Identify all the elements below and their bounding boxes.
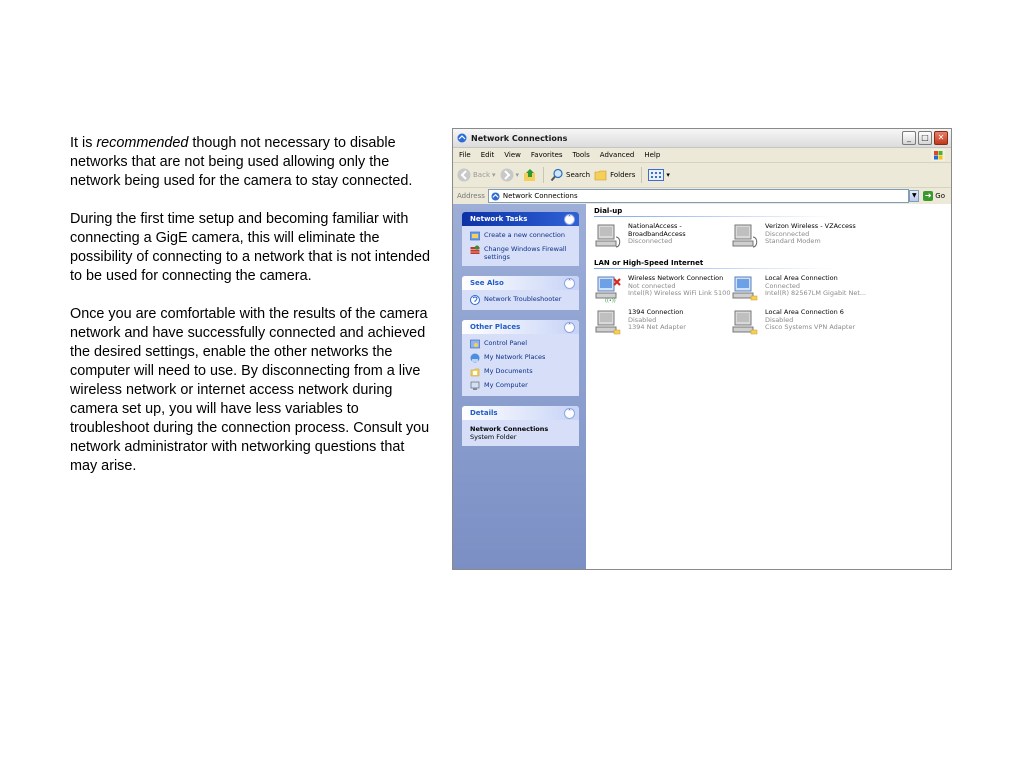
details-header[interactable] bbox=[462, 406, 579, 420]
firewall-icon bbox=[470, 245, 480, 255]
my-network-places-label: My Network Places bbox=[484, 353, 546, 361]
network-connections-window bbox=[452, 128, 952, 570]
connection-item[interactable] bbox=[731, 223, 891, 251]
title-bar[interactable] bbox=[453, 129, 951, 148]
other-places-panel bbox=[462, 320, 579, 396]
details-name: Network Connections bbox=[470, 425, 549, 433]
network-connections-icon bbox=[491, 192, 500, 201]
connection-status: Disconnected bbox=[628, 237, 673, 245]
address-bar bbox=[453, 188, 951, 205]
lan-connection-disabled-icon bbox=[731, 309, 761, 337]
connection-item[interactable] bbox=[594, 223, 731, 251]
menu-file[interactable]: File bbox=[459, 151, 471, 159]
up-folder-button[interactable] bbox=[523, 168, 537, 182]
address-label: Address bbox=[457, 192, 485, 200]
close-button[interactable]: ✕ bbox=[934, 131, 948, 145]
control-panel-label: Control Panel bbox=[484, 339, 528, 347]
dialup-connection-icon bbox=[594, 223, 624, 251]
address-dropdown-button[interactable]: ▼ bbox=[909, 190, 919, 202]
connection-item[interactable] bbox=[594, 309, 731, 337]
paragraph-2: During the first time setup and becoming familiar with connecting a GigE camera, this will eliminate the possibility of connecting to a network that is not intended to be used for connecting the camera. bbox=[70, 211, 430, 284]
back-button[interactable] bbox=[457, 168, 496, 182]
group-header-dialup: Dial-up bbox=[594, 207, 951, 217]
my-computer-link[interactable] bbox=[470, 381, 573, 391]
folders-icon bbox=[594, 168, 608, 182]
toolbar bbox=[453, 163, 951, 188]
help-icon bbox=[470, 295, 480, 305]
change-firewall-settings-link[interactable] bbox=[470, 245, 573, 261]
connection-name: Wireless Network Connection bbox=[628, 274, 724, 282]
task-pane bbox=[453, 204, 586, 569]
my-computer-label: My Computer bbox=[484, 381, 528, 389]
connection-item[interactable] bbox=[594, 275, 731, 303]
chevron-down-icon: ▾ bbox=[666, 171, 670, 179]
my-network-places-link[interactable] bbox=[470, 353, 573, 363]
menu-edit[interactable]: Edit bbox=[480, 151, 495, 159]
maximize-button[interactable]: □ bbox=[918, 131, 932, 145]
my-documents-label: My Documents bbox=[484, 367, 533, 375]
new-connection-icon bbox=[470, 231, 480, 241]
lan-grid bbox=[594, 275, 951, 337]
connection-name: Local Area Connection 6 bbox=[765, 308, 844, 316]
forward-button[interactable] bbox=[500, 168, 520, 182]
search-button[interactable] bbox=[550, 168, 590, 182]
dialup-connection-icon bbox=[731, 223, 761, 251]
connection-device: Cisco Systems VPN Adapter bbox=[765, 323, 856, 331]
search-label: Search bbox=[566, 171, 591, 179]
chevron-down-icon: ▾ bbox=[515, 171, 520, 179]
lan-connection-icon bbox=[731, 275, 761, 303]
minimize-button[interactable]: _ bbox=[902, 131, 916, 145]
menu-view[interactable]: View bbox=[504, 151, 521, 159]
other-places-title: Other Places bbox=[470, 323, 521, 331]
address-value: Network Connections bbox=[502, 192, 578, 200]
back-arrow-icon bbox=[457, 168, 471, 182]
connection-status: Disabled bbox=[765, 315, 794, 324]
network-tasks-panel bbox=[462, 212, 579, 266]
up-folder-icon bbox=[523, 168, 537, 182]
network-troubleshooter-label: Network Troubleshooter bbox=[484, 295, 562, 303]
slide-text bbox=[70, 134, 432, 495]
network-tasks-title: Network Tasks bbox=[470, 215, 528, 223]
collapse-icon[interactable]: ˄ bbox=[564, 278, 575, 289]
see-also-title: See Also bbox=[470, 279, 504, 287]
connection-name: Verizon Wireless - VZAccess bbox=[765, 222, 856, 230]
create-new-connection-link[interactable] bbox=[470, 231, 573, 241]
connection-device: Intel(R) 82567LM Gigabit Net... bbox=[765, 289, 867, 297]
menu-help[interactable]: Help bbox=[644, 151, 661, 159]
folders-label: Folders bbox=[610, 171, 636, 179]
group-header-lan: LAN or High-Speed Internet bbox=[594, 259, 951, 269]
details-title: Details bbox=[470, 409, 498, 417]
my-documents-link[interactable] bbox=[470, 367, 573, 377]
my-computer-icon bbox=[470, 381, 480, 391]
address-input[interactable] bbox=[488, 189, 909, 203]
dialup-grid bbox=[594, 223, 951, 251]
connection-item[interactable] bbox=[731, 309, 891, 337]
connection-status: Connected bbox=[765, 281, 801, 290]
connection-device: Standard Modem bbox=[765, 237, 821, 245]
window-title: Network Connections bbox=[471, 133, 568, 143]
network-places-icon bbox=[470, 353, 480, 363]
connections-view bbox=[586, 204, 951, 569]
paragraph-3: Once you are comfortable with the results of the camera network and have successfully connected and achieved the desired settings, enable the other networks the computer will need to use. By disconnecting from a live wireless network or internet access network during camera set up, you will have less variables to troubleshoot during the connection process. Consult you network administrator with networking questions that may arise. bbox=[70, 306, 430, 474]
go-button[interactable] bbox=[923, 191, 945, 201]
views-icon bbox=[648, 169, 664, 181]
lan-connection-disabled-icon bbox=[594, 309, 624, 337]
p1-before: It is bbox=[70, 135, 97, 151]
p1-after: though not necessary to disable networks that are not being used allowing only the network being used for the camera to stay connected. bbox=[70, 135, 413, 189]
connection-status: Disabled bbox=[628, 315, 657, 324]
connection-status: Not connected bbox=[628, 281, 676, 290]
svg-text:((•)): ((•)) bbox=[605, 298, 616, 303]
connection-device: Intel(R) Wireless WiFi Link 5100 bbox=[628, 289, 731, 297]
menu-favorites[interactable]: Favorites bbox=[530, 151, 563, 159]
control-panel-icon bbox=[470, 339, 480, 349]
network-tasks-header[interactable] bbox=[462, 212, 579, 226]
collapse-icon[interactable]: ˄ bbox=[564, 214, 575, 225]
views-button[interactable] bbox=[648, 169, 670, 181]
forward-arrow-icon bbox=[500, 168, 514, 182]
see-also-header[interactable] bbox=[462, 276, 579, 290]
collapse-icon[interactable]: ˄ bbox=[564, 322, 575, 333]
paragraph-1 bbox=[70, 134, 432, 191]
details-panel bbox=[462, 406, 579, 446]
change-firewall-settings-label: Change Windows Firewall settings bbox=[484, 245, 567, 261]
windows-logo-icon bbox=[931, 149, 945, 161]
chevron-down-icon: ▾ bbox=[492, 171, 496, 179]
p1-emphasis: recommended bbox=[96, 135, 189, 151]
connection-name: Local Area Connection bbox=[765, 274, 838, 282]
collapse-icon[interactable]: ˄ bbox=[564, 408, 575, 419]
go-label: Go bbox=[935, 192, 945, 200]
go-arrow-icon: ➜ bbox=[924, 191, 932, 200]
see-also-panel bbox=[462, 276, 579, 310]
menu-bar bbox=[453, 148, 951, 163]
connection-name: 1394 Connection bbox=[628, 308, 684, 316]
connection-name: NationalAccess - BroadbandAccess bbox=[628, 222, 686, 238]
wireless-connection-icon bbox=[594, 275, 624, 303]
connection-item[interactable] bbox=[731, 275, 891, 303]
window-body bbox=[453, 204, 951, 569]
other-places-header[interactable] bbox=[462, 320, 579, 334]
create-new-connection-label: Create a new connection bbox=[484, 231, 566, 239]
connection-status: Disconnected bbox=[765, 229, 810, 238]
connection-device: 1394 Net Adapter bbox=[628, 323, 686, 331]
control-panel-link[interactable] bbox=[470, 339, 573, 349]
folders-button[interactable] bbox=[594, 168, 635, 182]
menu-advanced[interactable]: Advanced bbox=[599, 151, 635, 159]
my-documents-icon bbox=[470, 367, 480, 377]
network-connections-icon bbox=[457, 133, 467, 143]
back-label: Back bbox=[473, 171, 490, 179]
details-type: System Folder bbox=[470, 433, 517, 441]
menu-tools[interactable]: Tools bbox=[572, 151, 590, 159]
search-icon bbox=[550, 168, 564, 182]
network-troubleshooter-link[interactable] bbox=[470, 295, 573, 305]
